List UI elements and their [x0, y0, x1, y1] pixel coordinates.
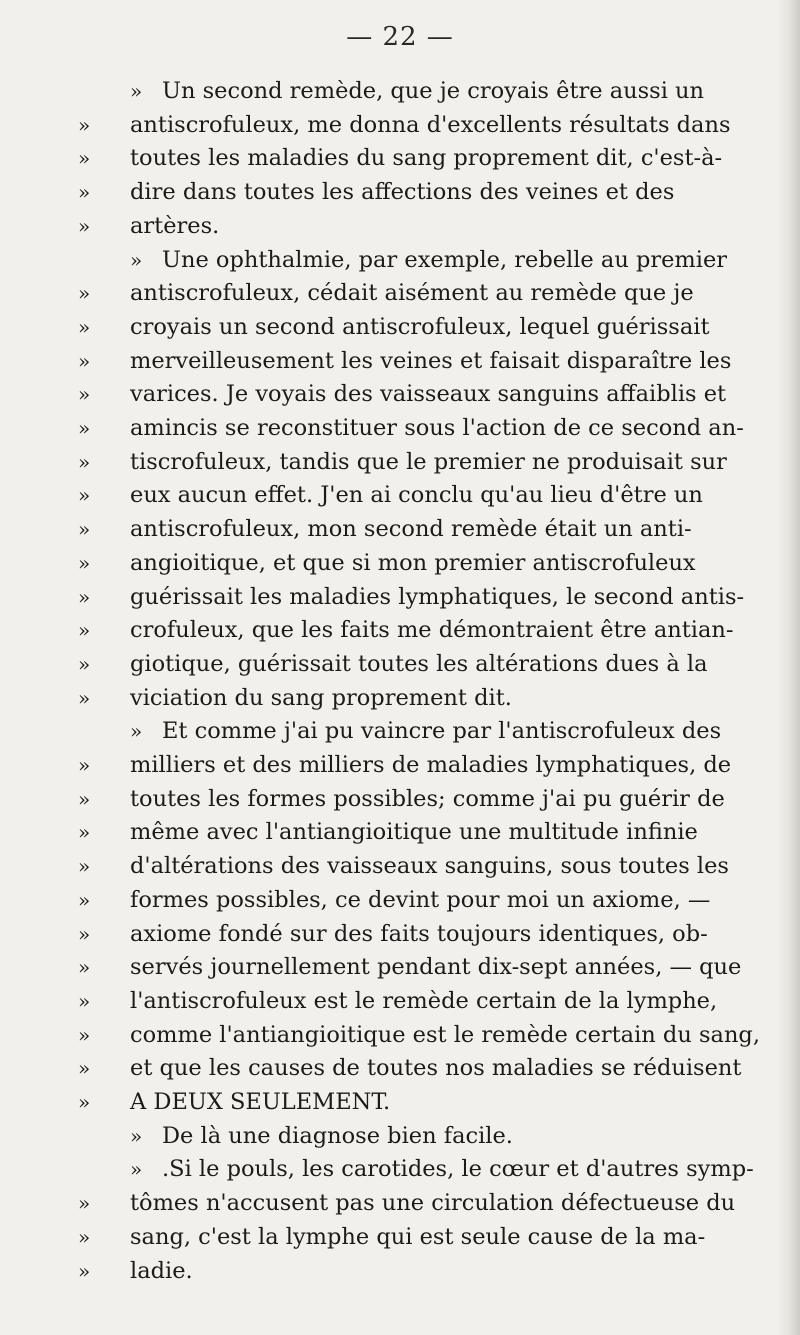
- text-line: [78, 74, 768, 108]
- line-text: axiome fondé sur des faits toujours identiques, ob-: [130, 920, 708, 947]
- line-text: Et comme j'ai pu vaincre par l'antiscrofuleux des: [162, 718, 722, 745]
- text-line: [78, 613, 768, 647]
- text-line: [78, 748, 768, 782]
- line-text: ladie.: [130, 1257, 193, 1284]
- text-line: [78, 209, 768, 243]
- line-text: d'altérations des vaisseaux sanguins, sous toutes les: [130, 853, 729, 880]
- quote-mark: »: [78, 618, 91, 643]
- page-number: — 22 —: [346, 22, 454, 52]
- quote-mark: »: [78, 685, 91, 710]
- quote-mark: »: [78, 382, 91, 407]
- text-line: [78, 478, 768, 512]
- text-line: [78, 984, 768, 1018]
- text-line: [78, 377, 768, 411]
- text-line: [78, 445, 768, 479]
- text-line: [78, 1152, 768, 1186]
- quote-mark: »: [78, 786, 91, 811]
- line-text: toutes les maladies du sang proprement dit, c'est-à-: [130, 145, 723, 172]
- text-line: [78, 310, 768, 344]
- text-line: [78, 950, 768, 984]
- quote-mark: »: [78, 955, 91, 980]
- paragraph-quote-mark: »: [130, 247, 143, 272]
- line-text: angioitique, et que si mon premier antiscrofuleux: [130, 549, 696, 576]
- text-line: [78, 714, 768, 748]
- quote-mark: »: [78, 281, 91, 306]
- paragraph-quote-mark: »: [130, 1123, 143, 1148]
- quote-mark: »: [78, 416, 91, 440]
- text-line: [78, 917, 768, 951]
- text-line: [78, 1018, 768, 1052]
- text-line: [78, 141, 768, 175]
- text-line: [78, 411, 768, 445]
- quote-mark: »: [78, 180, 91, 205]
- text-line: [78, 1254, 768, 1288]
- quote-mark: »: [78, 921, 91, 946]
- text-line: [78, 849, 768, 883]
- quote-mark: »: [78, 517, 91, 542]
- quote-mark: »: [78, 1191, 91, 1216]
- quote-mark: »: [78, 854, 91, 879]
- line-text: formes possibles, ce devint pour moi un axiome, —: [130, 886, 711, 913]
- quote-mark: »: [78, 146, 91, 171]
- line-text: viciation du sang proprement dit.: [130, 684, 512, 711]
- line-text: l'antiscrofuleux est le remède certain de la lymphe,: [130, 987, 718, 1014]
- quote-mark: »: [78, 887, 91, 912]
- quote-mark: »: [78, 1258, 91, 1283]
- quote-mark: »: [78, 753, 91, 777]
- line-text: .Si le pouls, les carotides, le cœur et d'autres symp-: [162, 1156, 754, 1183]
- text-line: [78, 243, 768, 277]
- line-text: crofuleux, que les faits me démontraient être antian-: [130, 617, 734, 644]
- line-text: antiscrofuleux, me donna d'excellents résultats dans: [130, 111, 731, 138]
- line-text: même avec l'antiangioitique une multitude infinie: [130, 819, 698, 846]
- line-text: antiscrofuleux, cédait aisément au remède que je: [130, 280, 694, 307]
- line-text: comme l'antiangioitique est le remède certain du sang,: [130, 1021, 760, 1048]
- line-text: dire dans toutes les affections des veines et des: [130, 179, 675, 206]
- line-text: guérissait les maladies lymphatiques, le second antis-: [130, 583, 745, 610]
- quote-mark: »: [78, 820, 91, 845]
- quote-mark: »: [78, 1022, 91, 1047]
- text-line: [78, 276, 768, 310]
- line-text: croyais un second antiscrofuleux, lequel guérissait: [130, 313, 710, 340]
- text-line: [78, 580, 768, 614]
- quote-mark: »: [78, 651, 91, 676]
- line-text: De là une diagnose bien facile.: [162, 1122, 513, 1149]
- text-line: [78, 782, 768, 816]
- quote-mark: »: [78, 314, 91, 339]
- line-text: Un second remède, que je croyais être aussi un: [162, 78, 705, 104]
- line-text: Une ophthalmie, par exemple, rebelle au premier: [162, 246, 728, 273]
- text-line: [78, 546, 768, 580]
- paragraph-quote-mark: »: [130, 1157, 143, 1182]
- line-text: artères.: [130, 212, 220, 239]
- quote-mark: »: [78, 1056, 91, 1081]
- line-text: amincis se reconstituer sous l'action de ce second an-: [130, 415, 744, 441]
- line-text: et que les causes de toutes nos maladies se réduisent: [130, 1055, 742, 1082]
- text-line: [78, 1051, 768, 1085]
- quote-mark: »: [78, 483, 91, 508]
- text-line: [78, 1186, 768, 1220]
- line-text: tiscrofuleux, tandis que le premier ne produisait sur: [130, 448, 727, 475]
- text-line: [78, 108, 768, 142]
- line-text: tômes n'accusent pas une circulation défectueuse du: [130, 1190, 736, 1217]
- quote-mark: »: [78, 112, 91, 137]
- text-line: [78, 175, 768, 209]
- quote-mark: »: [78, 348, 91, 373]
- text-line: [78, 512, 768, 546]
- paragraph-quote-mark: »: [130, 719, 143, 744]
- line-text: toutes les formes possibles; comme j'ai pu guérir de: [130, 785, 725, 812]
- line-text: merveilleusement les veines et faisait disparaître les: [130, 347, 732, 374]
- paragraph-quote-mark: »: [130, 79, 143, 103]
- text-line: [78, 1085, 768, 1119]
- quote-mark: »: [78, 988, 91, 1013]
- quote-mark: »: [78, 213, 91, 238]
- line-text: varices. Je voyais des vaisseaux sanguins affaiblis et: [130, 381, 727, 408]
- line-text: servés journellement pendant dix-sept années, — que: [130, 954, 742, 981]
- page-edge-shadow: [778, 0, 800, 1335]
- text-line: [78, 344, 768, 378]
- text-line: [78, 883, 768, 917]
- line-text: giotique, guérissait toutes les altérations dues à la: [130, 650, 708, 677]
- quote-mark: »: [78, 584, 91, 609]
- text-line: [78, 647, 768, 681]
- line-text: sang, c'est la lymphe qui est seule cause de la ma-: [130, 1223, 706, 1250]
- text-line: [78, 1220, 768, 1254]
- line-text: antiscrofuleux, mon second remède était un anti-: [130, 516, 692, 543]
- text-line: [78, 1119, 768, 1153]
- quote-mark: »: [78, 550, 91, 575]
- text-line: [78, 815, 768, 849]
- text-line: [78, 681, 768, 715]
- line-text: milliers et des milliers de maladies lymphatiques, de: [130, 752, 732, 778]
- line-text: A DEUX SEULEMENT.: [130, 1089, 391, 1115]
- quote-mark: »: [78, 1224, 91, 1249]
- line-text: eux aucun effet. J'en ai conclu qu'au lieu d'être un: [130, 482, 703, 509]
- quote-mark: »: [78, 1090, 91, 1114]
- quote-mark: »: [78, 449, 91, 474]
